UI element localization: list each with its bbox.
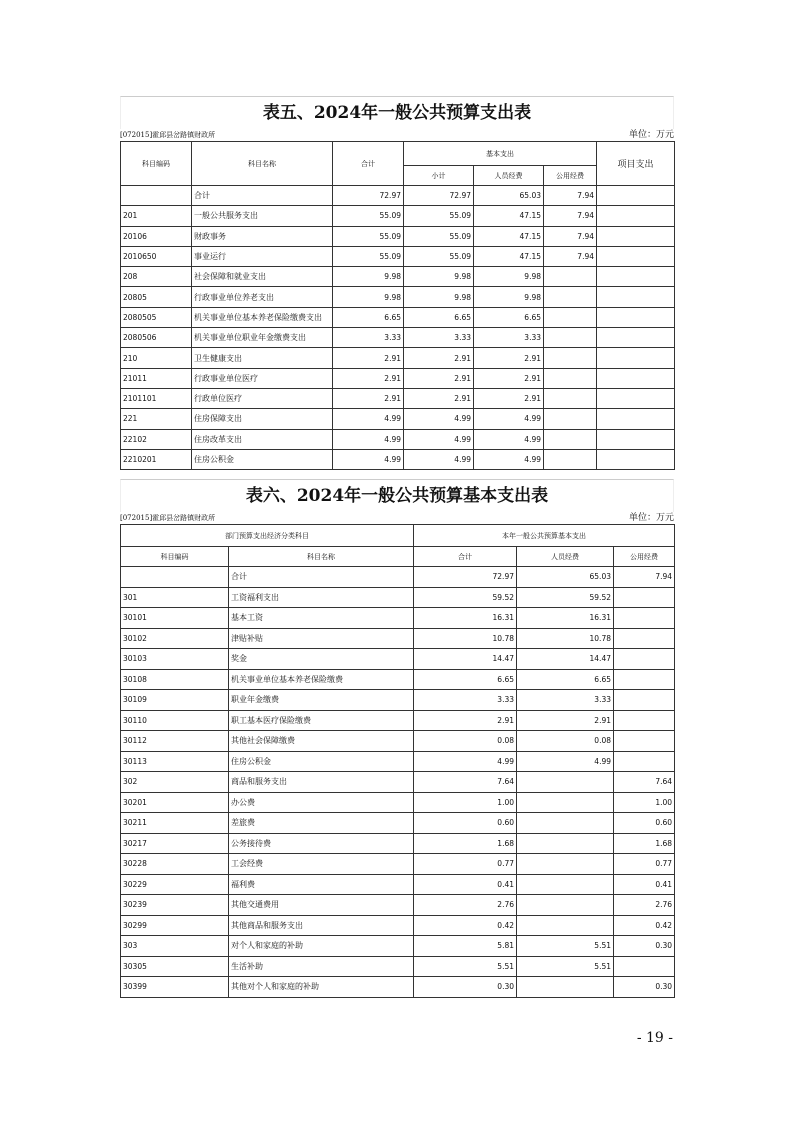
cell-total: 9.98 <box>333 287 404 307</box>
table-row <box>121 772 675 793</box>
cell-code: 30113 <box>121 751 229 772</box>
cell-total: 0.42 <box>414 915 517 936</box>
table6-section <box>120 479 674 998</box>
cell-subtotal: 2.91 <box>404 368 474 388</box>
cell-name: 商品和服务支出 <box>229 772 414 793</box>
cell-personnel: 4.99 <box>474 449 544 469</box>
table-row <box>121 287 675 307</box>
cell-name: 对个人和家庭的补助 <box>229 936 414 957</box>
cell-code: 30201 <box>121 792 229 813</box>
cell-total: 2.76 <box>414 895 517 916</box>
cell-total: 55.09 <box>333 246 404 266</box>
cell-public: 7.94 <box>544 186 597 206</box>
t5-header-personnel: 人员经费 <box>474 166 544 186</box>
cell-name: 住房公积金 <box>229 751 414 772</box>
table-row <box>121 669 675 690</box>
cell-personnel: 4.99 <box>517 751 614 772</box>
table5-body <box>121 186 675 470</box>
cell-personnel <box>517 813 614 834</box>
cell-name: 奖金 <box>229 649 414 670</box>
cell-total: 2.91 <box>333 348 404 368</box>
cell-public: 1.68 <box>614 833 675 854</box>
cell-public <box>614 608 675 629</box>
table-row <box>121 429 675 449</box>
cell-personnel: 4.99 <box>474 409 544 429</box>
cell-total: 4.99 <box>333 429 404 449</box>
cell-name: 社会保障和就业支出 <box>192 267 333 287</box>
table5-section <box>120 96 674 470</box>
cell-subtotal: 55.09 <box>404 246 474 266</box>
cell-project <box>597 388 675 408</box>
table-row <box>121 226 675 246</box>
t6-header-public: 公用经费 <box>614 547 675 567</box>
cell-personnel: 47.15 <box>474 206 544 226</box>
t6-header-code: 科目编码 <box>121 547 229 567</box>
cell-personnel: 47.15 <box>474 246 544 266</box>
cell-code: 30229 <box>121 874 229 895</box>
cell-personnel <box>517 895 614 916</box>
t5-header-basic: 基本支出 <box>404 142 597 166</box>
table6-body <box>121 567 675 998</box>
cell-project <box>597 328 675 348</box>
cell-public: 7.94 <box>614 567 675 588</box>
table-row <box>121 956 675 977</box>
cell-personnel: 2.91 <box>474 388 544 408</box>
table-row <box>121 409 675 429</box>
cell-subtotal: 4.99 <box>404 429 474 449</box>
cell-public: 7.64 <box>614 772 675 793</box>
cell-public <box>544 287 597 307</box>
cell-total: 6.65 <box>414 669 517 690</box>
table5 <box>120 141 675 470</box>
table-row <box>121 307 675 327</box>
cell-name: 财政事务 <box>192 226 333 246</box>
table5-title: 表五、2024年一般公共预算支出表 <box>120 96 674 129</box>
cell-total: 3.33 <box>414 690 517 711</box>
cell-code: 301 <box>121 587 229 608</box>
cell-project <box>597 449 675 469</box>
cell-code: 2210201 <box>121 449 192 469</box>
cell-personnel: 14.47 <box>517 649 614 670</box>
cell-total: 0.08 <box>414 731 517 752</box>
cell-code: 20106 <box>121 226 192 246</box>
cell-public <box>544 449 597 469</box>
cell-total: 10.78 <box>414 628 517 649</box>
table-row <box>121 628 675 649</box>
cell-name: 住房改革支出 <box>192 429 333 449</box>
cell-code: 201 <box>121 206 192 226</box>
cell-subtotal: 9.98 <box>404 287 474 307</box>
cell-code: 2101101 <box>121 388 192 408</box>
cell-personnel: 9.98 <box>474 287 544 307</box>
table-row <box>121 246 675 266</box>
table-row <box>121 731 675 752</box>
t6-header-left-group: 部门预算支出经济分类科目 <box>121 525 414 547</box>
cell-total: 0.77 <box>414 854 517 875</box>
t6-header-personnel: 人员经费 <box>517 547 614 567</box>
t5-header-public: 公用经费 <box>544 166 597 186</box>
cell-personnel <box>517 833 614 854</box>
cell-code: 30399 <box>121 977 229 998</box>
table-row <box>121 792 675 813</box>
cell-name: 工资福利支出 <box>229 587 414 608</box>
cell-total: 0.30 <box>414 977 517 998</box>
cell-name: 住房公积金 <box>192 449 333 469</box>
table-row <box>121 649 675 670</box>
cell-code: 30228 <box>121 854 229 875</box>
table-row <box>121 977 675 998</box>
cell-project <box>597 287 675 307</box>
cell-public: 0.30 <box>614 936 675 957</box>
cell-subtotal: 4.99 <box>404 409 474 429</box>
cell-name: 职工基本医疗保险缴费 <box>229 710 414 731</box>
cell-name: 其他对个人和家庭的补助 <box>229 977 414 998</box>
cell-subtotal: 3.33 <box>404 328 474 348</box>
cell-personnel: 5.51 <box>517 936 614 957</box>
table5-meta <box>120 129 674 141</box>
cell-personnel: 9.98 <box>474 267 544 287</box>
t5-header-code: 科目编码 <box>121 142 192 186</box>
cell-code: 30239 <box>121 895 229 916</box>
table6 <box>120 524 675 998</box>
cell-code: 30102 <box>121 628 229 649</box>
table6-meta <box>120 512 674 524</box>
cell-public <box>614 649 675 670</box>
cell-public <box>614 710 675 731</box>
cell-code: 20805 <box>121 287 192 307</box>
cell-personnel: 2.91 <box>474 348 544 368</box>
cell-code: 2010650 <box>121 246 192 266</box>
cell-code: 30211 <box>121 813 229 834</box>
cell-total: 4.99 <box>333 409 404 429</box>
cell-total: 55.09 <box>333 206 404 226</box>
cell-public <box>544 409 597 429</box>
cell-public: 2.76 <box>614 895 675 916</box>
cell-personnel: 10.78 <box>517 628 614 649</box>
table-row <box>121 813 675 834</box>
cell-total: 9.98 <box>333 267 404 287</box>
cell-personnel: 59.52 <box>517 587 614 608</box>
cell-project <box>597 429 675 449</box>
cell-code: 208 <box>121 267 192 287</box>
cell-total: 16.31 <box>414 608 517 629</box>
cell-public <box>544 429 597 449</box>
cell-name: 差旅费 <box>229 813 414 834</box>
cell-name: 其他交通费用 <box>229 895 414 916</box>
cell-project <box>597 206 675 226</box>
cell-public <box>614 669 675 690</box>
cell-name: 公务接待费 <box>229 833 414 854</box>
cell-name: 职业年金缴费 <box>229 690 414 711</box>
table-row <box>121 388 675 408</box>
cell-public: 0.41 <box>614 874 675 895</box>
table-row <box>121 587 675 608</box>
cell-name: 行政事业单位养老支出 <box>192 287 333 307</box>
cell-personnel <box>517 792 614 813</box>
cell-code: 2080505 <box>121 307 192 327</box>
cell-code: 210 <box>121 348 192 368</box>
cell-name: 福利费 <box>229 874 414 895</box>
t6-header-total: 合计 <box>414 547 517 567</box>
table6-unit: 单位：万元 <box>628 513 674 523</box>
t6-header-right-group: 本年一般公共预算基本支出 <box>414 525 675 547</box>
cell-public: 1.00 <box>614 792 675 813</box>
table-row <box>121 348 675 368</box>
cell-total: 1.00 <box>414 792 517 813</box>
cell-name: 住房保障支出 <box>192 409 333 429</box>
cell-project <box>597 307 675 327</box>
cell-subtotal: 72.97 <box>404 186 474 206</box>
cell-total: 7.64 <box>414 772 517 793</box>
table-row <box>121 206 675 226</box>
t6-header-name: 科目名称 <box>229 547 414 567</box>
cell-name: 行政单位医疗 <box>192 388 333 408</box>
cell-personnel <box>517 874 614 895</box>
cell-total: 14.47 <box>414 649 517 670</box>
cell-public <box>544 368 597 388</box>
cell-public <box>544 348 597 368</box>
cell-code: 221 <box>121 409 192 429</box>
cell-public <box>544 267 597 287</box>
cell-total: 0.41 <box>414 874 517 895</box>
t5-header-project: 项目支出 <box>597 142 675 186</box>
t5-header-total: 合计 <box>333 142 404 186</box>
table-row <box>121 608 675 629</box>
cell-subtotal: 4.99 <box>404 449 474 469</box>
cell-project <box>597 246 675 266</box>
cell-code: 2080506 <box>121 328 192 348</box>
table-row <box>121 833 675 854</box>
cell-code: 30299 <box>121 915 229 936</box>
t5-header-name: 科目名称 <box>192 142 333 186</box>
cell-name: 机关事业单位基本养老保险缴费支出 <box>192 307 333 327</box>
cell-name: 机关事业单位基本养老保险缴费 <box>229 669 414 690</box>
table-row <box>121 690 675 711</box>
cell-personnel: 2.91 <box>474 368 544 388</box>
cell-public <box>614 751 675 772</box>
cell-project <box>597 409 675 429</box>
cell-personnel: 3.33 <box>517 690 614 711</box>
cell-public: 0.77 <box>614 854 675 875</box>
cell-name: 一般公共服务支出 <box>192 206 333 226</box>
cell-code: 302 <box>121 772 229 793</box>
cell-public <box>614 956 675 977</box>
page-number: - 19 - <box>636 1030 673 1046</box>
cell-subtotal: 6.65 <box>404 307 474 327</box>
cell-code: 21011 <box>121 368 192 388</box>
cell-public <box>614 731 675 752</box>
cell-personnel: 47.15 <box>474 226 544 246</box>
table5-unit: 单位：万元 <box>628 130 674 140</box>
cell-total: 72.97 <box>414 567 517 588</box>
cell-name: 工会经费 <box>229 854 414 875</box>
cell-code: 30103 <box>121 649 229 670</box>
cell-total: 0.60 <box>414 813 517 834</box>
cell-public <box>544 388 597 408</box>
cell-code: 303 <box>121 936 229 957</box>
cell-total: 4.99 <box>333 449 404 469</box>
cell-personnel: 4.99 <box>474 429 544 449</box>
cell-personnel: 0.08 <box>517 731 614 752</box>
cell-personnel: 6.65 <box>517 669 614 690</box>
cell-public: 0.42 <box>614 915 675 936</box>
cell-personnel: 65.03 <box>474 186 544 206</box>
cell-code: 30101 <box>121 608 229 629</box>
cell-project <box>597 368 675 388</box>
cell-total: 5.81 <box>414 936 517 957</box>
cell-public: 0.60 <box>614 813 675 834</box>
table-row <box>121 567 675 588</box>
cell-subtotal: 2.91 <box>404 388 474 408</box>
cell-personnel <box>517 854 614 875</box>
table-row <box>121 936 675 957</box>
cell-project <box>597 348 675 368</box>
table-row <box>121 368 675 388</box>
cell-public <box>614 690 675 711</box>
cell-total: 2.91 <box>414 710 517 731</box>
table-row <box>121 267 675 287</box>
cell-name: 其他社会保障缴费 <box>229 731 414 752</box>
cell-personnel: 6.65 <box>474 307 544 327</box>
cell-code: 30112 <box>121 731 229 752</box>
cell-project <box>597 267 675 287</box>
cell-name: 卫生健康支出 <box>192 348 333 368</box>
table6-org: [072015]霍邱县岔路镇财政所 <box>120 514 216 522</box>
cell-name: 机关事业单位职业年金缴费支出 <box>192 328 333 348</box>
cell-subtotal: 2.91 <box>404 348 474 368</box>
cell-code <box>121 186 192 206</box>
cell-public <box>614 628 675 649</box>
cell-subtotal: 55.09 <box>404 206 474 226</box>
cell-personnel: 65.03 <box>517 567 614 588</box>
cell-total: 2.91 <box>333 368 404 388</box>
cell-personnel <box>517 772 614 793</box>
cell-code: 30217 <box>121 833 229 854</box>
table-row <box>121 751 675 772</box>
cell-total: 4.99 <box>414 751 517 772</box>
cell-project <box>597 186 675 206</box>
cell-personnel: 2.91 <box>517 710 614 731</box>
table-row <box>121 449 675 469</box>
cell-code <box>121 567 229 588</box>
cell-total: 6.65 <box>333 307 404 327</box>
cell-total: 55.09 <box>333 226 404 246</box>
table6-title: 表六、2024年一般公共预算基本支出表 <box>120 479 674 512</box>
cell-public <box>544 307 597 327</box>
cell-code: 22102 <box>121 429 192 449</box>
table-row <box>121 895 675 916</box>
cell-total: 2.91 <box>333 388 404 408</box>
cell-code: 30110 <box>121 710 229 731</box>
cell-name: 事业运行 <box>192 246 333 266</box>
cell-public <box>614 587 675 608</box>
cell-name: 合计 <box>229 567 414 588</box>
cell-personnel: 5.51 <box>517 956 614 977</box>
cell-total: 59.52 <box>414 587 517 608</box>
cell-total: 3.33 <box>333 328 404 348</box>
cell-public: 7.94 <box>544 226 597 246</box>
cell-code: 30108 <box>121 669 229 690</box>
table-row <box>121 710 675 731</box>
cell-name: 办公费 <box>229 792 414 813</box>
cell-public: 0.30 <box>614 977 675 998</box>
cell-name: 其他商品和服务支出 <box>229 915 414 936</box>
cell-public <box>544 328 597 348</box>
cell-public: 7.94 <box>544 246 597 266</box>
cell-public: 7.94 <box>544 206 597 226</box>
cell-subtotal: 9.98 <box>404 267 474 287</box>
table-row <box>121 874 675 895</box>
table-row <box>121 186 675 206</box>
cell-personnel: 16.31 <box>517 608 614 629</box>
cell-project <box>597 226 675 246</box>
cell-name: 合计 <box>192 186 333 206</box>
table-row <box>121 854 675 875</box>
cell-name: 行政事业单位医疗 <box>192 368 333 388</box>
table-row <box>121 328 675 348</box>
cell-name: 基本工资 <box>229 608 414 629</box>
cell-name: 津贴补贴 <box>229 628 414 649</box>
cell-personnel: 3.33 <box>474 328 544 348</box>
cell-code: 30109 <box>121 690 229 711</box>
t5-header-subtotal: 小计 <box>404 166 474 186</box>
cell-name: 生活补助 <box>229 956 414 977</box>
cell-code: 30305 <box>121 956 229 977</box>
cell-subtotal: 55.09 <box>404 226 474 246</box>
cell-total: 5.51 <box>414 956 517 977</box>
cell-total: 1.68 <box>414 833 517 854</box>
cell-total: 72.97 <box>333 186 404 206</box>
cell-personnel <box>517 915 614 936</box>
table-row <box>121 915 675 936</box>
table5-org: [072015]霍邱县岔路镇财政所 <box>120 131 216 139</box>
cell-personnel <box>517 977 614 998</box>
